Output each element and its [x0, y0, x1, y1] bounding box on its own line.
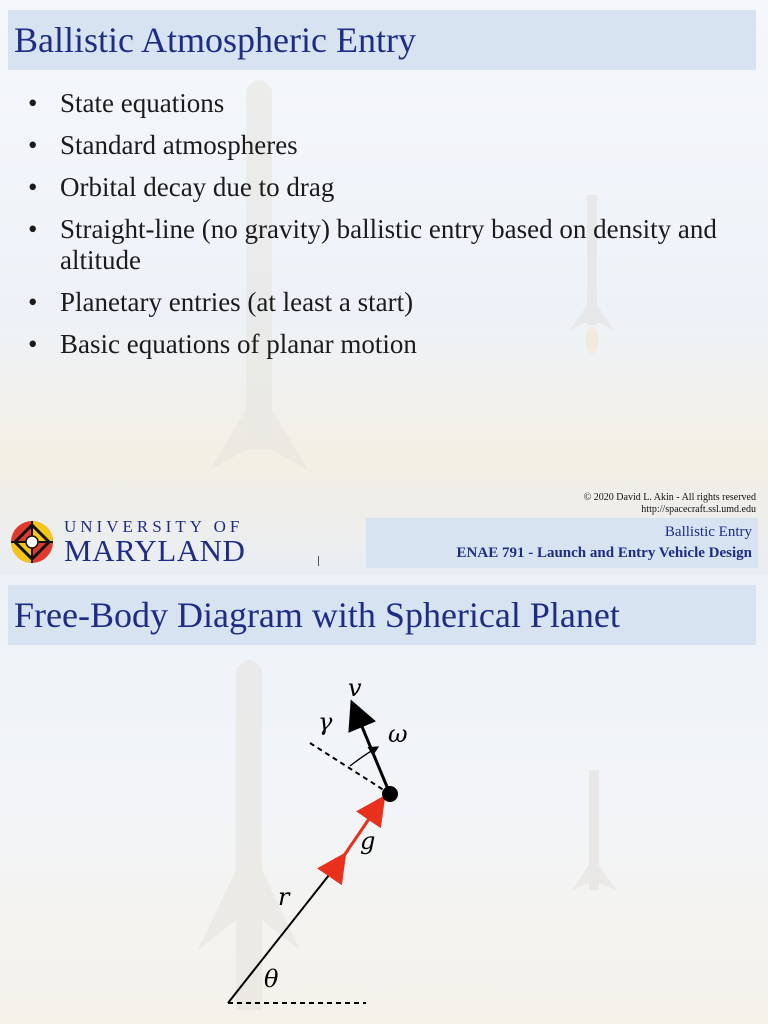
maryland-seal-icon	[10, 520, 54, 564]
label-r: r	[278, 883, 290, 911]
bullet-item: • Basic equations of planar motion	[28, 329, 728, 360]
footer-topic: Ballistic Entry	[664, 524, 752, 540]
bullet-item: • Standard atmospheres	[28, 130, 728, 161]
label-gamma: γ	[318, 708, 333, 736]
slide-free-body-diagram	[0, 575, 768, 1024]
slide-title: Ballistic Atmospheric Entry	[14, 20, 416, 60]
label-g: g	[360, 827, 376, 855]
footer-course: ENAE 791 - Launch and Entry Vehicle Design	[456, 545, 752, 561]
label-omega: ω	[388, 720, 408, 748]
label-theta: θ	[264, 965, 279, 993]
slide-title: Free-Body Diagram with Spherical Planet	[14, 595, 620, 635]
free-body-diagram	[0, 575, 768, 1024]
footer-course-band	[366, 518, 758, 568]
bullet-item: • Straight-line (no gravity) ballistic entry based on density and altitude	[28, 214, 728, 276]
copyright-text: © 2020 David L. Akin - All rights reserved	[583, 492, 756, 503]
slide-title-band	[8, 10, 756, 70]
university-of-label: UNIVERSITY OF	[64, 517, 244, 536]
maryland-label: MARYLAND	[64, 533, 246, 568]
label-v: v	[348, 674, 362, 702]
vehicle-point	[382, 786, 398, 802]
bullet-item: • Orbital decay due to drag	[28, 172, 728, 203]
bullet-item: • Planetary entries (at least a start)	[28, 287, 728, 318]
radius-line	[228, 851, 348, 1003]
copyright-notice	[584, 492, 756, 516]
bullet-item: • State equations	[28, 88, 728, 119]
footer-divider	[318, 556, 319, 566]
university-logo-block	[10, 518, 245, 566]
bullet-list	[28, 88, 728, 371]
copyright-url: http://spacecraft.ssl.umd.edu	[641, 504, 756, 515]
velocity-vector	[353, 705, 390, 794]
